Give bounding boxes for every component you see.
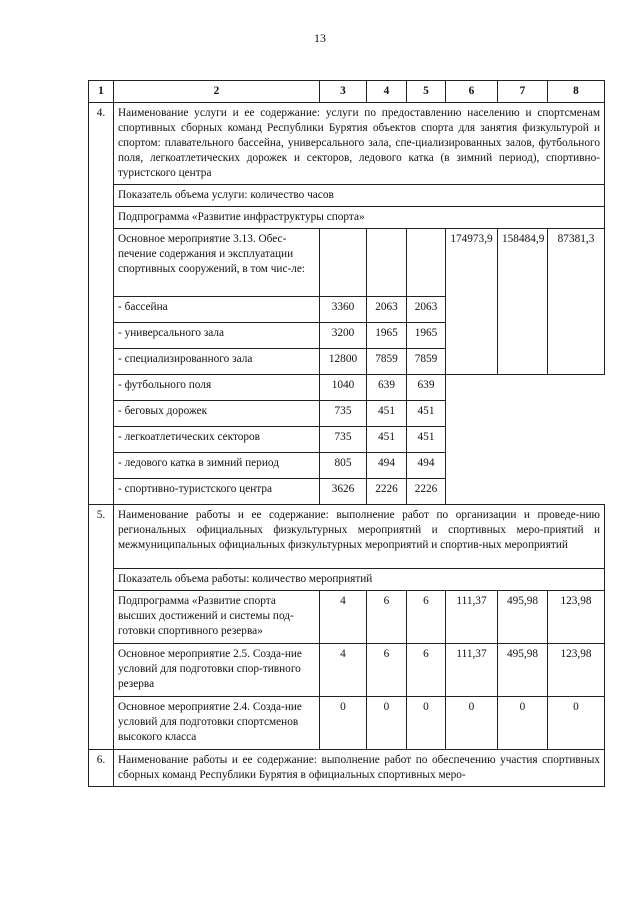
cost-cell: 87381,3 — [548, 229, 605, 375]
value-cell: 735 — [320, 401, 367, 427]
value-cell: 1040 — [320, 375, 367, 401]
value-cell: 2226 — [367, 479, 407, 505]
value-cell: 639 — [367, 375, 407, 401]
value-cell: 2063 — [367, 297, 407, 323]
value-cell: 6 — [367, 644, 407, 697]
item-name: - спортивно-туристского центра — [114, 479, 320, 505]
value-cell: 0 — [407, 697, 446, 750]
item-name: - беговых дорожек — [114, 401, 320, 427]
header-row — [89, 81, 605, 103]
value-cell: 0 — [320, 697, 367, 750]
cost-cell: 0 — [548, 697, 605, 750]
section-number: 6. — [89, 750, 114, 787]
value-cell: 1965 — [407, 323, 446, 349]
value-cell: 451 — [407, 427, 446, 453]
item-name: Основное мероприятие 2.5. Созда-ние условий для подготовки спор-тивного резерва — [114, 644, 320, 697]
value-cell: 4 — [320, 644, 367, 697]
section-5-title-row — [89, 505, 605, 569]
section-6-title-row — [89, 750, 605, 787]
value-cell: 451 — [407, 401, 446, 427]
item-name: Подпрограмма «Развитие спорта высших достижений и системы под-готовки спортивного резерва» — [114, 591, 320, 644]
value-cell: 2226 — [407, 479, 446, 505]
item-name: - бассейна — [114, 297, 320, 323]
value-cell: 3626 — [320, 479, 367, 505]
cost-cell: 123,98 — [548, 591, 605, 644]
value-cell: 6 — [407, 644, 446, 697]
header-cell: 7 — [498, 81, 548, 103]
cost-cell: 111,37 — [446, 591, 498, 644]
work-description: Наименование работы и ее содержание: выполнение работ по организации и проведе-нию региональных официальных физкультурных мероприятий и спортивных меро-приятий и межмуниципальных официальных физкультурных мероприятий и спортив-ных мероприятий — [114, 505, 605, 569]
table-row — [89, 697, 605, 750]
item-name: Основное мероприятие 2.4. Созда-ние условий для подготовки спортсменов высокого класса — [114, 697, 320, 750]
empty-cell — [407, 229, 446, 297]
item-name: - легкоатлетических секторов — [114, 427, 320, 453]
section-4-indicator-row — [89, 185, 605, 207]
cost-cell: 495,98 — [498, 591, 548, 644]
value-cell: 4 — [320, 591, 367, 644]
volume-indicator: Показатель объема услуги: количество часов — [114, 185, 605, 207]
item-name: - универсального зала — [114, 323, 320, 349]
header-cell: 1 — [89, 81, 114, 103]
subprogram-title: Подпрограмма «Развитие инфраструктуры спорта» — [114, 207, 605, 229]
value-cell: 6 — [407, 591, 446, 644]
section-5-indicator-row — [89, 569, 605, 591]
table-row — [89, 591, 605, 644]
main-event-name: Основное мероприятие 3.13. Обес-печение содержания и эксплуатации спортивных сооружений, в том чис-ле: — [114, 229, 320, 297]
cost-cell: 495,98 — [498, 644, 548, 697]
section-number: 5. — [89, 505, 114, 750]
value-cell: 0 — [367, 697, 407, 750]
section-number: 4. — [89, 103, 114, 505]
header-cell: 3 — [320, 81, 367, 103]
value-cell: 3360 — [320, 297, 367, 323]
cost-cell: 111,37 — [446, 644, 498, 697]
value-cell: 735 — [320, 427, 367, 453]
work-description: Наименование работы и ее содержание: выполнение работ по обеспечению участия спортивных сборных команд Республики Бурятия в официальных спортивных меро- — [114, 750, 605, 787]
section-4-subprogram-row — [89, 207, 605, 229]
header-cell: 2 — [114, 81, 320, 103]
value-cell: 451 — [367, 401, 407, 427]
empty-cell — [367, 229, 407, 297]
cost-cell: 174973,9 — [446, 229, 498, 375]
cost-cell: 158484,9 — [498, 229, 548, 375]
value-cell: 7859 — [407, 349, 446, 375]
header-cell: 4 — [367, 81, 407, 103]
value-cell: 1965 — [367, 323, 407, 349]
empty-cell — [320, 229, 367, 297]
value-cell: 12800 — [320, 349, 367, 375]
cost-cell: 0 — [446, 697, 498, 750]
cost-cell: 0 — [498, 697, 548, 750]
table-row — [89, 644, 605, 697]
value-cell: 494 — [407, 453, 446, 479]
header-cell: 5 — [407, 81, 446, 103]
item-name: - ледового катка в зимний период — [114, 453, 320, 479]
header-cell: 8 — [548, 81, 605, 103]
value-cell: 494 — [367, 453, 407, 479]
cost-cell: 123,98 — [548, 644, 605, 697]
item-name: - специализированного зала — [114, 349, 320, 375]
table-row — [89, 375, 605, 401]
value-cell: 2063 — [407, 297, 446, 323]
section-4-title-row — [89, 103, 605, 185]
volume-indicator: Показатель объема работы: количество мероприятий — [114, 569, 605, 591]
item-name: - футбольного поля — [114, 375, 320, 401]
header-cell: 6 — [446, 81, 498, 103]
value-cell: 639 — [407, 375, 446, 401]
value-cell: 3200 — [320, 323, 367, 349]
value-cell: 6 — [367, 591, 407, 644]
data-table — [88, 80, 605, 787]
value-cell: 451 — [367, 427, 407, 453]
main-event-row — [89, 229, 605, 297]
blank-area — [446, 375, 605, 505]
value-cell: 7859 — [367, 349, 407, 375]
value-cell: 805 — [320, 453, 367, 479]
service-description: Наименование услуги и ее содержание: услуги по предоставлению населению и спортсменам спортивных сборных команд Республики Бурятия объектов спорта для занятия физкультурой и спортом: плавательного бассейна, универсального зала, спе-циализированных залов, футбольного поля, легкоатлетических дорожек и секторов, ледового катка (в зимний период), спортивно-туристского центра — [114, 103, 605, 185]
page-number: 13 — [314, 31, 326, 45]
